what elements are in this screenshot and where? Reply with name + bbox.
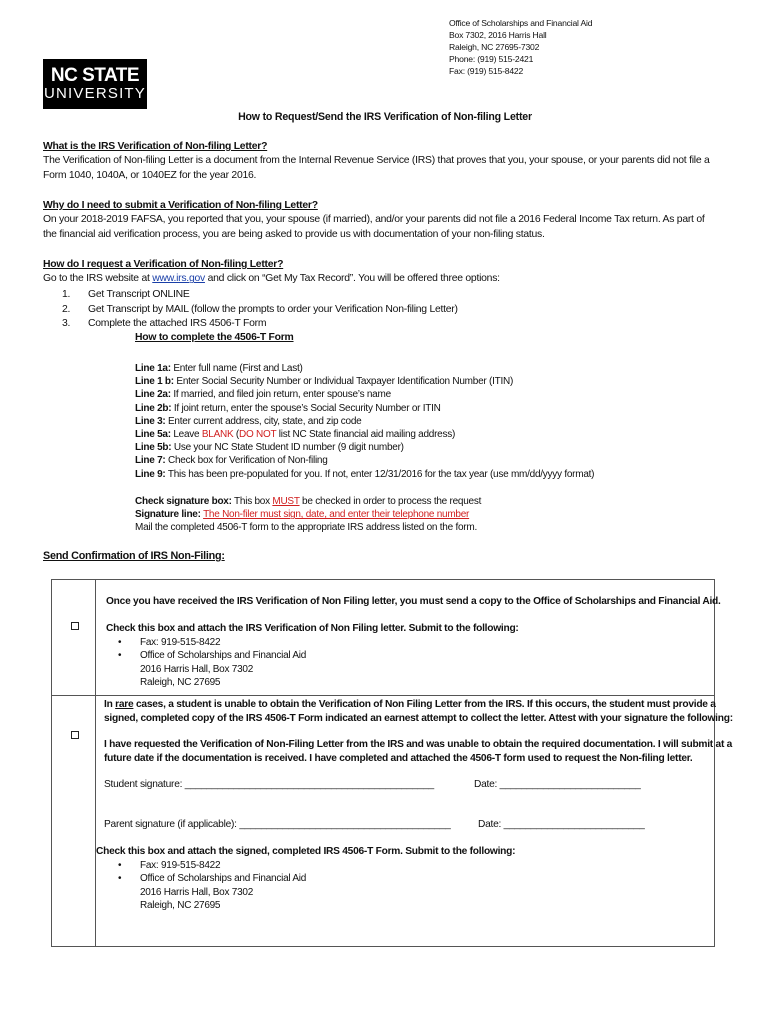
table-divider [51, 695, 715, 696]
office-fax: Fax: (919) 515-8422 [449, 66, 524, 76]
section-why [43, 199, 723, 242]
address-line: Raleigh, NC 27695 [140, 677, 221, 689]
intro-text: and click on “Get My Tax Record”. You will be offered three options: [204, 273, 500, 285]
line-text: This has been pre-populated for you. If not, enter 12/31/2016 for the tax year (use mm/dd/yyyy format) [165, 468, 595, 480]
form-line [135, 454, 594, 467]
check-signature-line [135, 495, 481, 508]
section-text: The Verification of Non-filing Letter is a document from the Internal Revenue Service (IRS) that proves that you, your spouse, or your parents did not file a [43, 155, 710, 167]
form-line [135, 441, 594, 454]
logo-line-2: UNIVERSITY [43, 85, 146, 102]
line-label: Line 3: [135, 415, 166, 427]
line-text: This box [231, 496, 273, 507]
bullet-icon: • [118, 637, 122, 648]
address-line: 2016 Harris Hall, Box 7302 [140, 886, 254, 898]
list-item [62, 303, 458, 318]
section-text: Form 1040, 1040A, or 1040EZ for the year 2016. [43, 169, 257, 181]
text: cases, a student is unable to obtain the Verification of Non Filing Letter from the IRS. If this occurs, the student must provide a [133, 699, 716, 710]
fax-number: Fax: 919-515-8422 [140, 637, 221, 648]
form-line [135, 468, 594, 481]
line-text: Leave [170, 429, 202, 441]
bullet-icon: • [118, 860, 122, 871]
form-line [135, 402, 594, 415]
line-text: Check box for Verification of Non-filing [165, 455, 328, 467]
list-item [118, 649, 306, 662]
form-line [135, 388, 594, 401]
office-address-line: Raleigh, NC 27695-7302 [449, 42, 540, 52]
form-line [135, 375, 594, 388]
list-number: 1. [62, 289, 71, 300]
office-address [449, 17, 592, 77]
row2-text-line: I have requested the Verification of Non-Filing Letter from the IRS and was unable to obtain the required documentation. I will submit at a [104, 739, 733, 750]
row2-text-line [104, 698, 733, 712]
confirmation-heading: Send Confirmation of IRS Non-Filing: [43, 550, 225, 562]
address-line: Raleigh, NC 27695 [140, 900, 221, 912]
section-heading: How do I request a Verification of Non-filing Letter? [43, 259, 284, 270]
line-label: Line 5a: [135, 429, 171, 441]
fax-number: Fax: 919-515-8422 [140, 860, 221, 871]
student-signature-field[interactable]: Student signature: ______________________________________________ [104, 779, 434, 790]
bullet-icon: • [118, 650, 122, 662]
office-name: Office of Scholarships and Financial Aid [140, 873, 307, 885]
list-item [118, 636, 306, 649]
row1-intro: Once you have received the IRS Verification of Non Filing letter, you must send a copy to the Office of Scholarships and Financial Aid. [106, 596, 721, 607]
office-phone: Phone: (919) 515-2421 [449, 54, 534, 64]
list-item [118, 859, 306, 872]
section-text [43, 272, 723, 286]
student-date-field[interactable]: Date: __________________________ [474, 779, 641, 790]
blank-emphasis: BLANK [201, 429, 234, 441]
office-name: Office of Scholarships and Financial Aid [140, 650, 307, 662]
letter-received-checkbox[interactable] [71, 622, 79, 630]
parent-signature-field[interactable]: Parent signature (if applicable): _______________________________________ [104, 819, 451, 830]
list-item [118, 872, 306, 885]
logo-line-1: NC STATE [50, 65, 140, 86]
signature-instructions [135, 495, 481, 535]
section-heading: What is the IRS Verification of Non-filing Letter? [43, 141, 268, 152]
row2-instruction: Check this box and attach the signed, completed IRS 4506-T Form. Submit to the following: [96, 846, 516, 857]
intro-text: Go to the IRS website at [43, 273, 153, 285]
form-instructions [135, 362, 594, 481]
line-label: Line 7: [135, 455, 166, 467]
line-text: Enter full name (First and Last) [170, 363, 303, 374]
row2-text-line: signed, completed copy of the IRS 4506-T Form indicated an earnest attempt to collect the letter. Attest with your signature the following: [104, 712, 733, 724]
line-label: Signature line: [135, 509, 201, 521]
do-not-emphasis: DO NOT [239, 429, 277, 441]
list-number: 3. [62, 318, 71, 329]
section-how [43, 258, 723, 287]
line-text: If joint return, enter the spouse’s Social Security Number or ITIN [171, 402, 441, 414]
row1-instruction: Check this box and attach the IRS Verification of Non Filing letter. Submit to the following: [106, 623, 519, 634]
must-emphasis: MUST [272, 496, 300, 507]
office-address-line: Box 7302, 2016 Harris Hall [449, 30, 547, 40]
line-text: Use your NC State Student ID number (9 digit number) [171, 442, 404, 454]
line-label: Line 2a: [135, 389, 171, 401]
list-item [62, 288, 458, 303]
section-heading: Why do I need to submit a Verification of Non-filing Letter? [43, 200, 318, 211]
line-text: be checked in order to process the request [299, 496, 482, 507]
rare-emphasis: rare [115, 699, 134, 710]
line-text: Enter Social Security Number or Individual Taxpayer Identification Number (ITIN) [173, 376, 514, 388]
signature-requirement: The Non-filer must sign, date, and enter their telephone number [203, 509, 470, 521]
nc-state-logo [43, 59, 147, 109]
signature-line [135, 508, 481, 521]
office-address-line: Office of Scholarships and Financial Aid [449, 18, 593, 28]
line-label: Check signature box: [135, 496, 232, 507]
row2-text-line: future date if the documentation is received. I have completed and attached the 4506-T form used to request the Non-filing letter. [104, 752, 693, 764]
parent-date-field[interactable]: Date: __________________________ [478, 819, 645, 830]
line-text: list NC State financial aid mailing address) [276, 429, 456, 441]
irs-link[interactable]: www.irs.gov [152, 273, 205, 285]
list-item [62, 317, 458, 332]
row1-submit-list [118, 636, 306, 690]
page-title: How to Request/Send the IRS Verification of Non-filing Letter [238, 111, 532, 123]
text: In [104, 699, 116, 710]
table-divider [95, 579, 96, 947]
row2-submit-list [118, 859, 306, 913]
line-text: Enter current address, city, state, and zip code [165, 415, 362, 427]
section-text: On your 2018-2019 FAFSA, you reported that you, your spouse (if married), and/or your parents did not file a 2016 Federal Income Tax return. As part of [43, 214, 705, 226]
row2-attestation [104, 738, 732, 765]
line-text: If married, and filed join return, enter spouse’s name [170, 389, 391, 401]
list-text: Get Transcript ONLINE [88, 289, 190, 300]
line-label: Line 1a: [135, 363, 171, 374]
form-heading: How to complete the 4506-T Form [135, 332, 294, 343]
list-number: 2. [62, 303, 71, 315]
form-line [135, 428, 594, 441]
form-line [135, 362, 594, 375]
form-line [135, 415, 594, 428]
line-text: ( [233, 429, 240, 441]
bullet-icon: • [118, 873, 122, 885]
mail-instruction: Mail the completed 4506-T form to the appropriate IRS address listed on the form. [135, 522, 477, 534]
address-line: 2016 Harris Hall, Box 7302 [140, 663, 254, 675]
line-label: Line 1 b: [135, 376, 174, 388]
options-list [62, 288, 458, 332]
line-label: Line 9: [135, 468, 166, 480]
row2-rare-cases [104, 698, 733, 725]
unable-to-obtain-checkbox[interactable] [71, 731, 79, 739]
list-text: Get Transcript by MAIL (follow the prompts to order your Verification Non-filing Letter) [88, 303, 458, 315]
section-what-is [43, 140, 723, 183]
line-label: Line 2b: [135, 402, 172, 414]
section-text: the financial aid verification process, you are being asked to provide us with documentation of your non-filing status. [43, 228, 545, 240]
list-text: Complete the attached IRS 4506-T Form [88, 318, 267, 329]
line-label: Line 5b: [135, 442, 172, 454]
